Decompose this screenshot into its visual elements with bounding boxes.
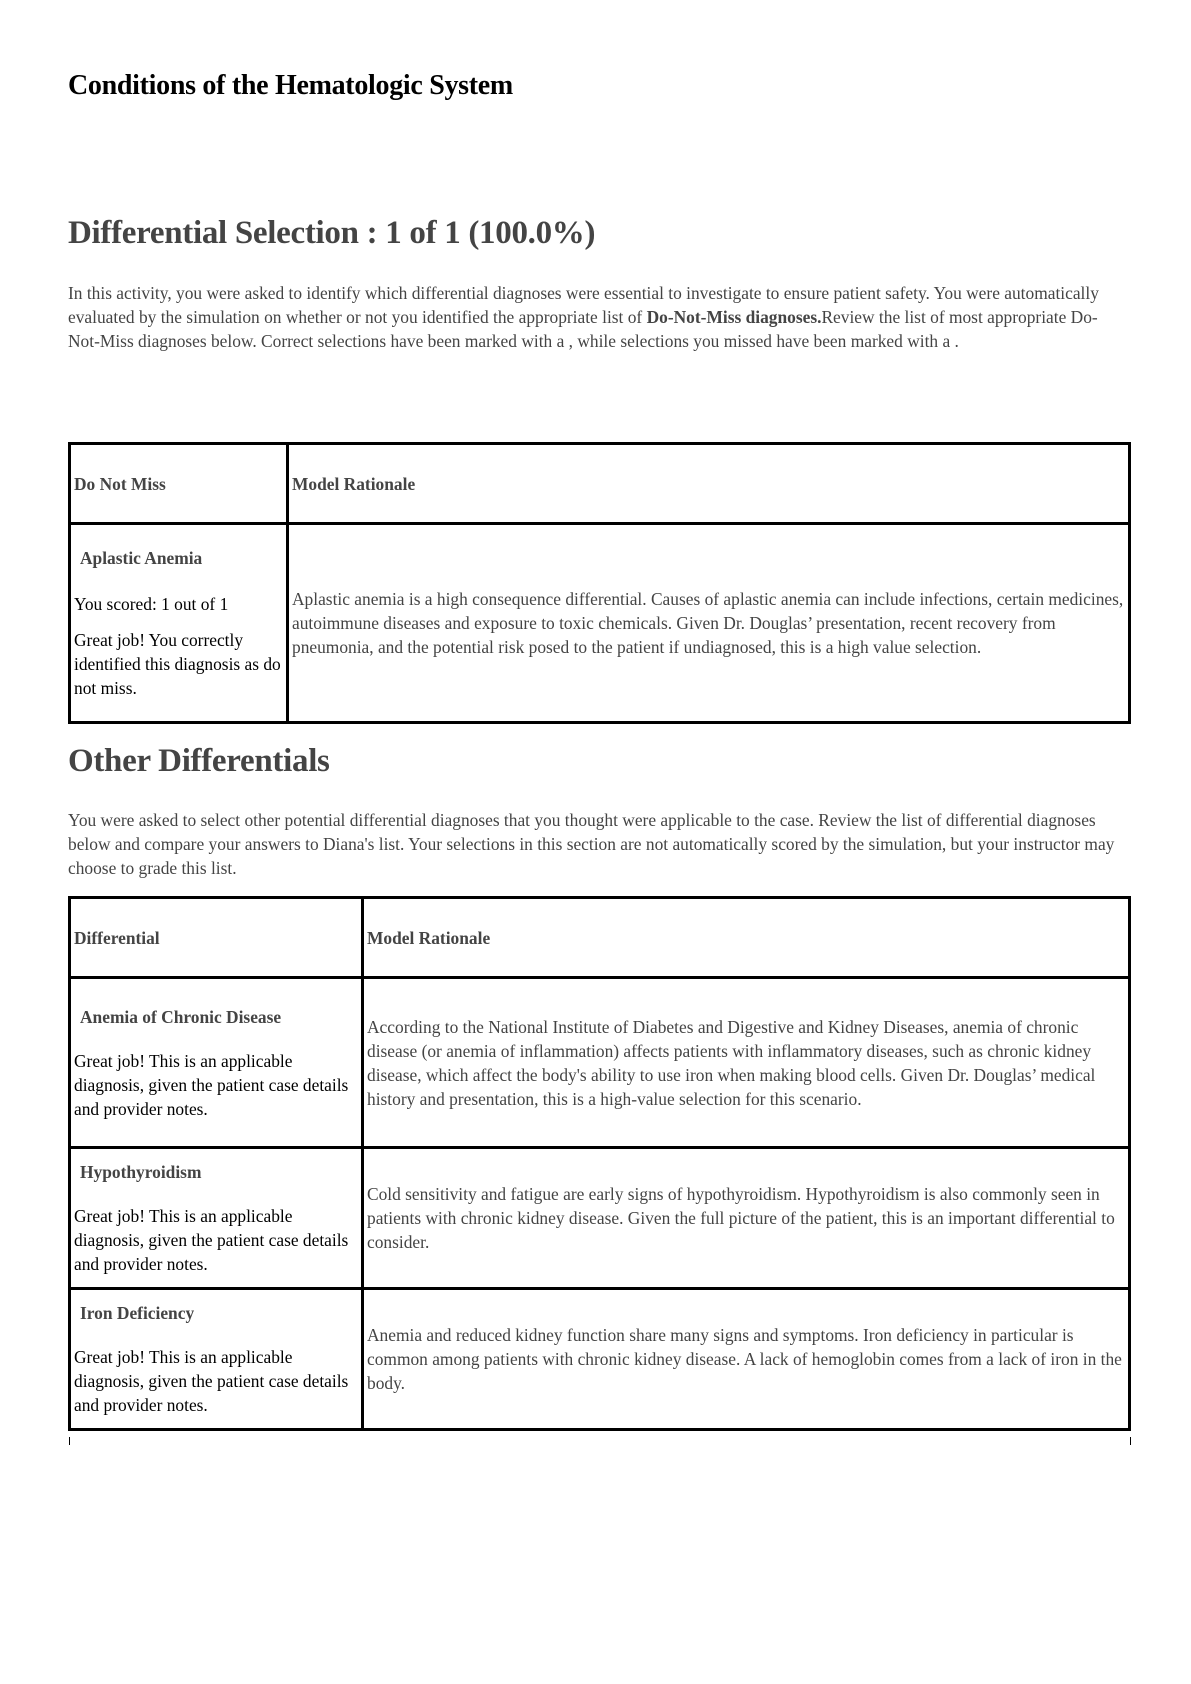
table-continuation-edge-left	[69, 1437, 70, 1445]
intro-text-part1: In this activity, you were asked to identify which differential diagnoses were essential to investigate to ensure patient safety. You were automatically evaluated by the simulation on whether or not you identified the appropriate list of	[68, 283, 1099, 327]
do-not-miss-table	[68, 442, 1131, 724]
diagnosis-name: Hypothyroidism	[80, 1162, 202, 1182]
intro-text-part2: Review the list of most appropriate Do-Not-Miss diagnoses below. Correct selections have been marked with a , while selections you missed have been marked with a .	[68, 307, 1098, 351]
rationale-cell: Aplastic anemia is a high consequence differential. Causes of aplastic anemia can include infections, certain medicines, autoimmune diseases and exposure to toxic chemicals. Given Dr. Douglas’ presentation, recent recovery from pneumonia, and the potential risk posed to the patient if undiagnosed, this is a high value selection.	[288, 524, 1130, 723]
table-row	[70, 1148, 1130, 1289]
diagnosis-cell	[70, 1289, 363, 1430]
other-differentials-heading: Other Differentials	[68, 743, 330, 779]
diagnosis-name: Iron Deficiency	[80, 1303, 195, 1323]
diagnosis-name: Aplastic Anemia	[80, 548, 203, 568]
column-header-do-not-miss: Do Not Miss	[70, 444, 288, 524]
other-differentials-table	[68, 896, 1131, 1431]
feedback-text: Great job! This is an applicable diagnosis, given the patient case details and provider notes.	[74, 1050, 349, 1119]
column-header-differential: Differential	[70, 898, 363, 978]
intro-text-bold: Do-Not-Miss diagnoses.	[646, 307, 822, 327]
other-differentials-intro: You were asked to select other potential differential diagnoses that you thought were applicable to the case. Review the list of differential diagnoses below and compare your answers to Diana's list. Your selections in this section are not automatically scored by the simulation, but your instructor may choose to grade this list.	[68, 810, 1115, 878]
rationale-cell: Cold sensitivity and fatigue are early signs of hypothyroidism. Hypothyroidism is also commonly seen in patients with chronic kidney disease. Given the full picture of the patient, this is an important differential to consider.	[363, 1148, 1130, 1289]
diagnosis-cell	[70, 524, 288, 723]
table-row	[70, 978, 1130, 1148]
rationale-cell: Anemia and reduced kidney function share many signs and symptoms. Iron deficiency in particular is common among patients with chronic kidney disease. A lack of hemoglobin comes from a lack of iron in the body.	[363, 1289, 1130, 1430]
differential-selection-intro	[68, 281, 1128, 353]
feedback-text: Great job! You correctly identified this diagnosis as do not miss.	[74, 630, 281, 698]
diagnosis-cell	[70, 1148, 363, 1289]
diagnosis-cell	[70, 978, 363, 1148]
table-continuation-edge-right	[1130, 1437, 1131, 1445]
table-header-row	[70, 898, 1130, 978]
rationale-cell: According to the National Institute of Diabetes and Digestive and Kidney Diseases, anemia of chronic disease (or anemia of inflammation) affects patients with inflammatory diseases, such as chronic kidney disease, which affect the body's ability to use iron when making blood cells. Given Dr. Douglas’ medical history and presentation, this is a high-value selection for this scenario.	[363, 978, 1130, 1148]
diagnosis-name: Anemia of Chronic Disease	[80, 1006, 282, 1027]
table-header-row	[70, 444, 1130, 524]
table-row	[70, 524, 1130, 723]
feedback-text: Great job! This is an applicable diagnosis, given the patient case details and provider notes.	[74, 1206, 349, 1274]
document-title: Conditions of the Hematologic System	[68, 70, 513, 101]
score-text: You scored: 1 out of 1	[74, 594, 229, 614]
feedback-text: Great job! This is an applicable diagnosis, given the patient case details and provider notes.	[74, 1347, 349, 1415]
column-header-model-rationale: Model Rationale	[363, 898, 1130, 978]
differential-selection-heading: Differential Selection : 1 of 1 (100.0%)	[68, 215, 596, 251]
column-header-model-rationale: Model Rationale	[288, 444, 1130, 524]
table-row	[70, 1289, 1130, 1430]
